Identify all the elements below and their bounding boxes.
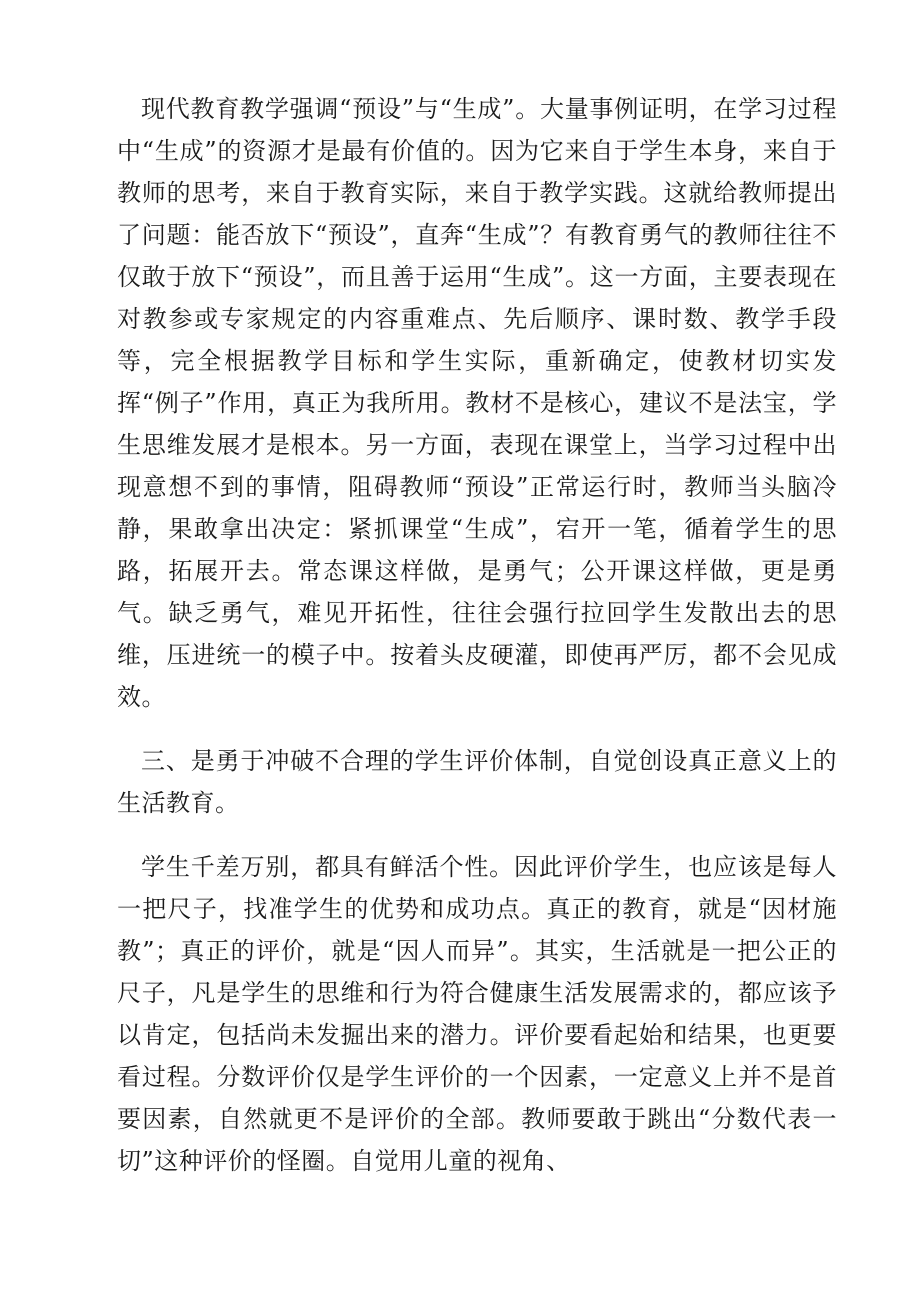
paragraph-preset-and-generation: 现代教育教学强调“预设”与“生成”。大量事例证明，在学习过程中“生成”的资源才是最有价值的。因为它来自于学生本身，来自于教师的思考，来自于教育实际，来自于教学实践。这就给教师提出了问题：能否放下“预设”，直奔“生成”？有教育勇气的教师往往不仅敢于放下“预设”，而且善于运用“生成”。这一方面，主要表现在对教参或专家规定的内容重难点、先后顺序、课时数、教学手段等，完全根据教学目标和学生实际，重新确定，使教材切实发挥“例子”作用，真正为我所用。教材不是核心，建议不是法宝，学生思维发展才是根本。另一方面，表现在课堂上，当学习过程中出现意想不到的事情，阻碍教师“预设”正常运行时，教师当头脑冷静，果敢拿出决定：紧抓课堂“生成”，宕开一笔，循着学生的思路，拓展开去。常态课这样做，是勇气；公开课这样做，更是勇气。缺乏勇气，难见开拓性，往往会强行拉回学生发散出去的思维，压进统一的模子中。按着头皮硬灌，即使再严厉，都不会见成效。 [117,95,837,711]
document-body [117,88,837,1182]
paragraph-student-evaluation: 学生千差万别，都具有鲜活个性。因此评价学生，也应该是每人一把尺子，找准学生的优势和成功点。真正的教育，就是“因材施教”；真正的评价，就是“因人而异”。其实，生活就是一把公正的尺子，凡是学生的思维和行为符合健康生活发展需求的，都应该予以肯定，包括尚未发掘出来的潜力。评价要看起始和结果，也更要看过程。分数评价仅是学生评价的一个因素，一定意义上并不是首要因素，自然就更不是评价的全部。教师要敢于跳出“分数代表一切”这种评价的怪圈。自觉用儿童的视角、 [117,853,837,1175]
paragraph-spacer [117,718,837,740]
section-heading-three: 三、是勇于冲破不合理的学生评价体制，自觉创设真正意义上的生活教育。 [117,747,837,817]
paragraph-spacer [117,824,837,846]
